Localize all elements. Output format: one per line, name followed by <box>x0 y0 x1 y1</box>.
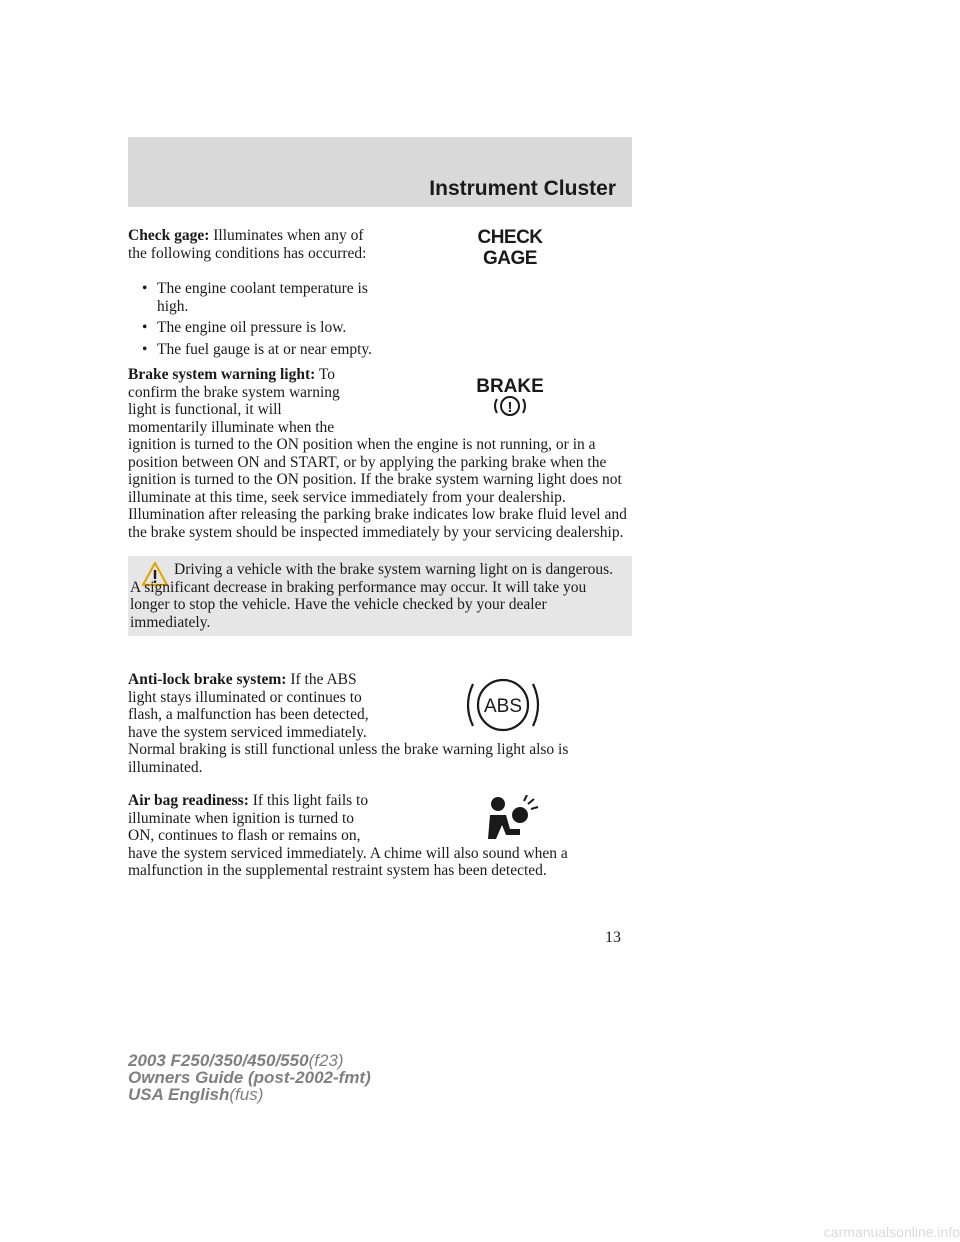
section-title: Instrument Cluster <box>429 177 616 200</box>
svg-text:BRAKE: BRAKE <box>476 376 544 397</box>
abs-lead: Anti-lock brake system: <box>128 671 287 688</box>
check-gage-paragraph <box>128 227 378 262</box>
check-gage-icon-line1: CHECK <box>477 227 543 248</box>
svg-text:!: ! <box>507 399 513 416</box>
airbag-text: If this light fails to illuminate when ignition is turned to ON, continues to flash or remains on, have the system serviced immediately. A chime will also sound when a malfunction in the supplemental restraint system has been detected. <box>128 792 568 879</box>
abs-paragraph <box>128 671 632 776</box>
document-footer <box>128 1052 371 1103</box>
brake-lead: Brake system warning light: <box>128 366 316 383</box>
warning-box <box>128 556 632 636</box>
brake-paragraph <box>128 366 632 541</box>
footer-language-code: (fus) <box>229 1085 264 1104</box>
airbag-paragraph <box>128 792 632 880</box>
check-gage-icon-line2: GAGE <box>483 248 537 269</box>
section-header <box>128 137 632 207</box>
footer-language: USA English <box>128 1085 230 1104</box>
airbag-lead: Air bag readiness: <box>128 792 249 809</box>
footer-guide: Owners Guide (post-2002-fmt) <box>128 1068 371 1087</box>
check-gage-lead: Check gage: <box>128 227 210 244</box>
abs-text: If the ABS light stays illuminated or continues to flash, a malfunction has been detected, have the system serviced immediately. Normal braking is still functional unless the brake warning light also is illuminated. <box>128 671 569 776</box>
warning-text: Driving a vehicle with the brake system warning light on is dangerous. A significant decrease in braking performance may occur. It will take you longer to stop the vehicle. Have the vehicle checked by your dealer immediately. <box>130 561 614 631</box>
check-gage-text: Illuminates when any of the following conditions has occurred: <box>128 227 367 262</box>
brake-text: To confirm the brake system warning light is functional, it will momentarily illuminate when the ignition is turned to the ON position when the engine is not running, or in a position between ON and START, or by applying the parking brake when the ignition is turned to the ON position. If the brake system warning light does not illuminate at this time, seek service immediately from your dealership. Illumination after releasing the parking brake indicates low brake fluid level and the brake system should be inspected immediately by your servicing dealership. <box>128 366 627 541</box>
svg-text:ABS: ABS <box>483 696 523 717</box>
footer-model-code: (f23) <box>308 1051 344 1070</box>
list-item-text: The engine oil pressure is low. <box>157 319 347 336</box>
bullet-icon: • <box>142 280 148 297</box>
check-gage-icon <box>470 227 550 269</box>
bullet-icon: • <box>142 341 148 358</box>
bullet-icon: • <box>142 319 148 336</box>
page-number: 13 <box>605 929 621 946</box>
footer-model: 2003 F250/350/450/550 <box>128 1051 309 1070</box>
list-item-text: The engine coolant temperature is high. <box>157 280 368 315</box>
watermark: carmanualsonline.info <box>823 1224 960 1240</box>
list-item-text: The fuel gauge is at or near empty. <box>157 341 373 358</box>
